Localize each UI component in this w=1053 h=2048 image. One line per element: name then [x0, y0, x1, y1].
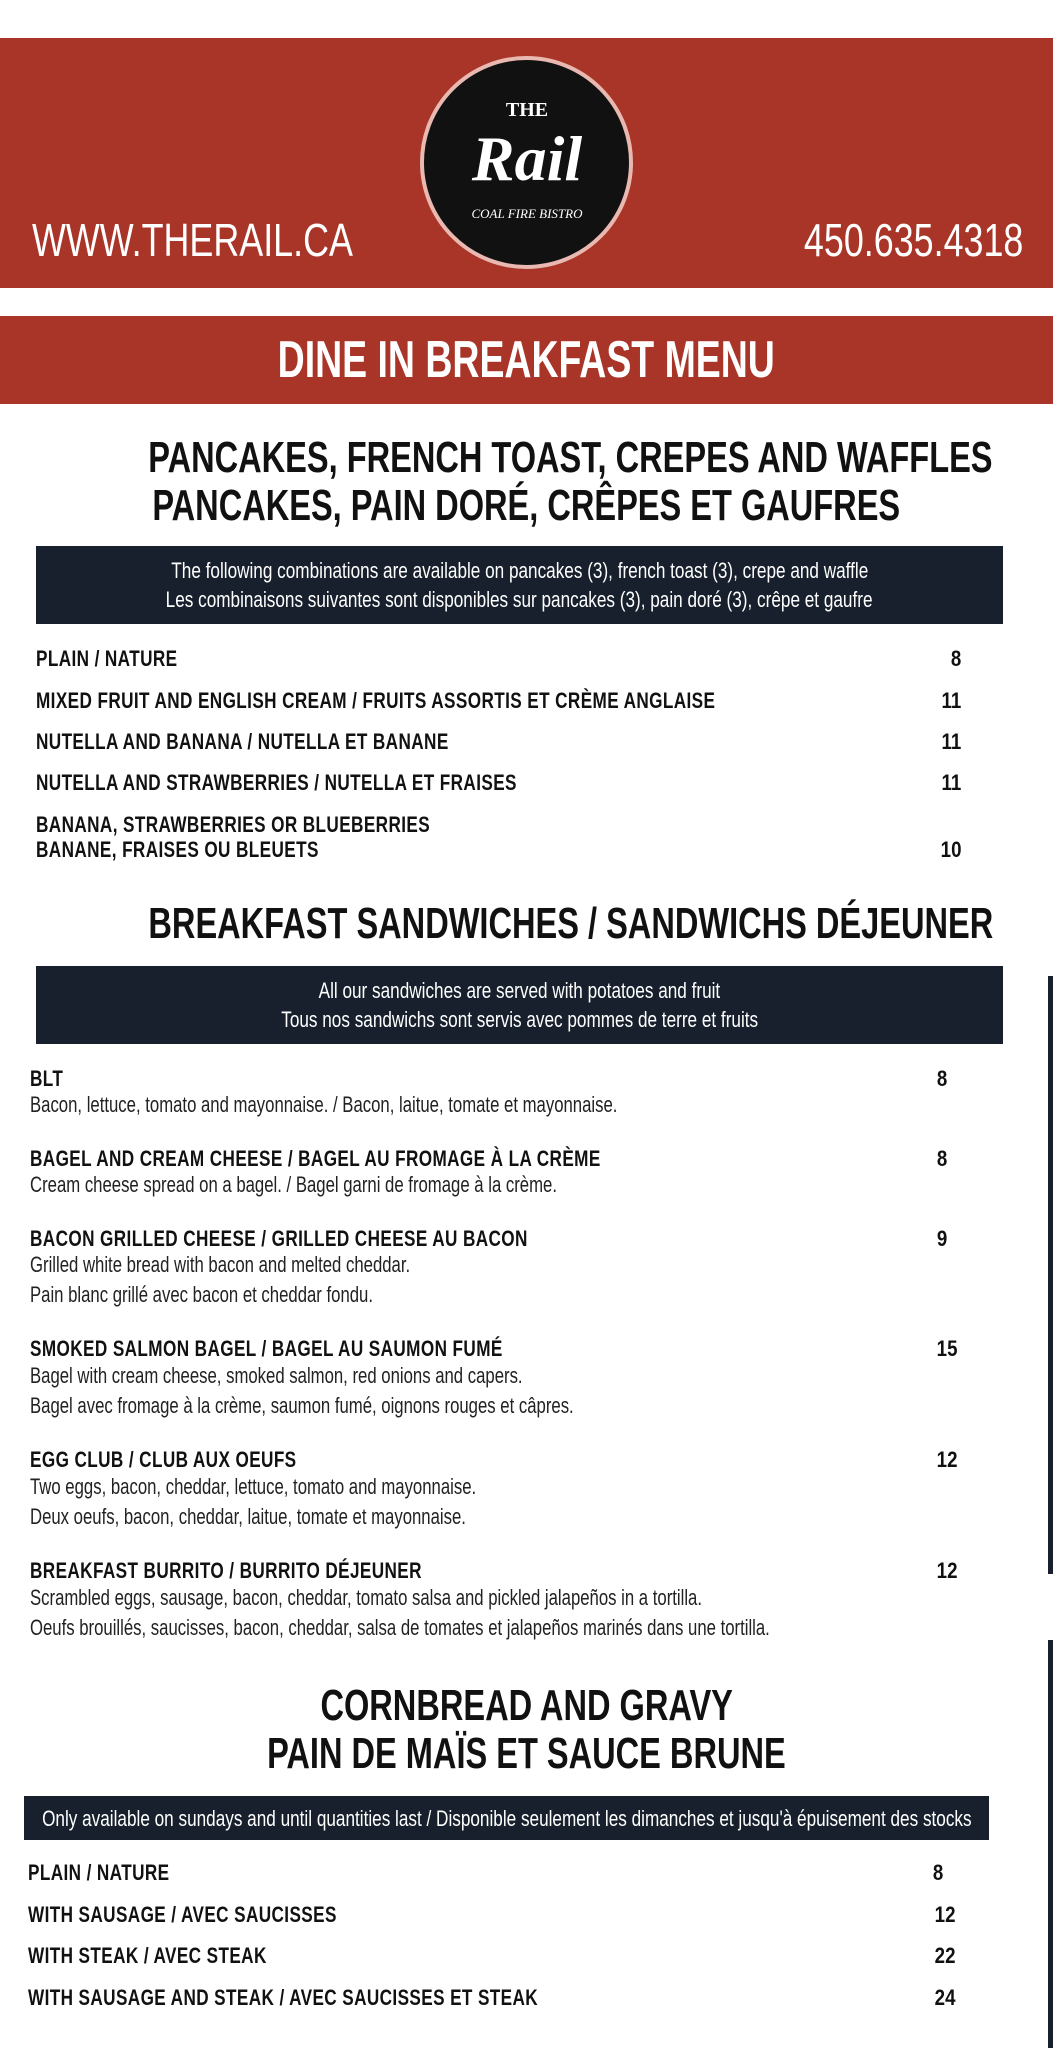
logo-top-text: THE	[505, 98, 548, 121]
item-price: 8	[950, 646, 961, 671]
item-price: 24	[934, 1985, 955, 2010]
website-link[interactable]: WWW.THERAIL.CA	[32, 214, 353, 266]
item-description-fr: Oeufs brouillés, saucisses, bacon, cheddar, salsa de tomates et jalapeños marinés dans une tortilla.	[30, 1615, 770, 1640]
pancakes-heading-fr: PANCAKES, PAIN DORÉ, CRÊPES ET GAUFRES	[152, 481, 901, 530]
logo-name-text: Rail	[471, 122, 582, 194]
cornbread-note-text: Only available on sundays and until quantities last / Disponible seulement les dimanches et jusqu'à épuisement des stocks	[41, 1805, 972, 1831]
logo	[420, 56, 633, 269]
item-description-fr: Bagel avec fromage à la crème, saumon fumé, oignons rouges et câpres.	[30, 1393, 574, 1418]
item-name: BREAKFAST BURRITO / BURRITO DÉJEUNER	[30, 1558, 422, 1583]
item-price: 11	[941, 770, 961, 795]
item-name-fr: BANANE, FRAISES OU BLEUETS	[36, 837, 319, 862]
menu-title-bar	[0, 316, 1053, 404]
item-name: PLAIN / NATURE	[36, 646, 178, 671]
item-description: Two eggs, bacon, cheddar, lettuce, tomato and mayonnaise.	[30, 1474, 477, 1499]
item-name: BLT	[30, 1066, 64, 1091]
cornbread-heading	[0, 1682, 1053, 1778]
phone-number[interactable]: 450.635.4318	[803, 214, 1023, 266]
sandwiches-note	[36, 966, 1003, 1044]
item-price: 9	[936, 1226, 947, 1251]
item-price: 12	[934, 1902, 955, 1927]
edge-divider	[1048, 1640, 1053, 2048]
pancakes-heading	[0, 434, 1053, 530]
item-description-fr: Pain blanc grillé avec bacon et cheddar fondu.	[30, 1282, 373, 1307]
cornbread-heading-fr: PAIN DE MAÏS ET SAUCE BRUNE	[267, 1729, 786, 1778]
item-price: 8	[936, 1146, 947, 1171]
item-price: 22	[934, 1943, 955, 1968]
item-price: 8	[932, 1860, 943, 1885]
edge-divider	[1048, 976, 1053, 1574]
cornbread-note	[24, 1796, 989, 1840]
rail-logo-mark	[432, 68, 622, 258]
item-name: BANANA, STRAWBERRIES OR BLUEBERRIES	[36, 812, 431, 837]
menu-item	[36, 646, 966, 672]
item-name: MIXED FRUIT AND ENGLISH CREAM / FRUITS ASSORTIS ET CRÈME ANGLAISE	[36, 688, 716, 713]
item-name: WITH SAUSAGE / AVEC SAUCISSES	[28, 1902, 337, 1927]
item-price: 8	[936, 1066, 947, 1091]
item-name: NUTELLA AND STRAWBERRIES / NUTELLA ET FRAISES	[36, 770, 517, 795]
menu-item	[28, 1860, 958, 1886]
pancakes-note-fr: Les combinaisons suivantes sont disponibles sur pancakes (3), pain doré (3), crêpe et gaufre	[166, 587, 873, 612]
item-description: Bacon, lettuce, tomato and mayonnaise. / Bacon, laitue, tomate et mayonnaise.	[30, 1092, 618, 1117]
menu-item	[28, 1985, 958, 2011]
item-price: 11	[941, 729, 961, 754]
item-name: PLAIN / NATURE	[28, 1860, 170, 1885]
item-name: BAGEL AND CREAM CHEESE / BAGEL AU FROMAGE À LA CRÈME	[30, 1146, 601, 1171]
pancakes-heading-en: PANCAKES, FRENCH TOAST, CREPES AND WAFFLES	[148, 433, 993, 482]
pancakes-note	[36, 546, 1003, 624]
item-description: Grilled white bread with bacon and melted cheddar.	[30, 1252, 411, 1277]
sandwiches-note-fr: Tous nos sandwichs sont servis avec pommes de terre et fruits	[281, 1007, 758, 1032]
item-name: EGG CLUB / CLUB AUX OEUFS	[30, 1447, 297, 1472]
item-description: Scrambled eggs, sausage, bacon, cheddar, tomato salsa and pickled jalapeños in a tortilla.	[30, 1585, 703, 1610]
menu-title: DINE IN BREAKFAST MENU	[277, 331, 776, 389]
item-price: 11	[941, 688, 961, 713]
sandwiches-heading-text: BREAKFAST SANDWICHES / SANDWICHS DÉJEUNER	[148, 899, 994, 948]
menu-item	[28, 1902, 958, 1928]
logo-sub-text: COAL FIRE BISTRO	[471, 205, 582, 221]
menu-item	[36, 688, 966, 714]
item-name: WITH STEAK / AVEC STEAK	[28, 1943, 267, 1968]
item-name: NUTELLA AND BANANA / NUTELLA ET BANANE	[36, 729, 449, 754]
cornbread-heading-en: CORNBREAD AND GRAVY	[320, 1681, 733, 1730]
menu-item	[36, 812, 966, 838]
item-name: BACON GRILLED CHEESE / GRILLED CHEESE AU BACON	[30, 1226, 528, 1251]
menu-item	[36, 729, 966, 755]
item-description: Bagel with cream cheese, smoked salmon, red onions and capers.	[30, 1363, 523, 1388]
item-price: 12	[936, 1558, 957, 1583]
menu-item	[36, 770, 966, 796]
item-name: SMOKED SALMON BAGEL / BAGEL AU SAUMON FUMÉ	[30, 1336, 503, 1361]
sandwiches-heading	[0, 900, 1053, 948]
item-name: WITH SAUSAGE AND STEAK / AVEC SAUCISSES ET STEAK	[28, 1985, 539, 2010]
sandwiches-note-en: All our sandwiches are served with potatoes and fruit	[318, 978, 721, 1003]
menu-item-line2	[36, 837, 966, 863]
item-description-fr: Deux oeufs, bacon, cheddar, laitue, tomate et mayonnaise.	[30, 1504, 466, 1529]
item-price: 15	[936, 1336, 957, 1361]
item-price: 10	[940, 837, 961, 862]
item-price: 12	[936, 1447, 957, 1472]
pancakes-note-en: The following combinations are available on pancakes (3), french toast (3), crepe and waffle	[171, 558, 868, 583]
item-description: Cream cheese spread on a bagel. / Bagel garni de fromage à la crème.	[30, 1172, 557, 1197]
menu-item	[28, 1943, 958, 1969]
